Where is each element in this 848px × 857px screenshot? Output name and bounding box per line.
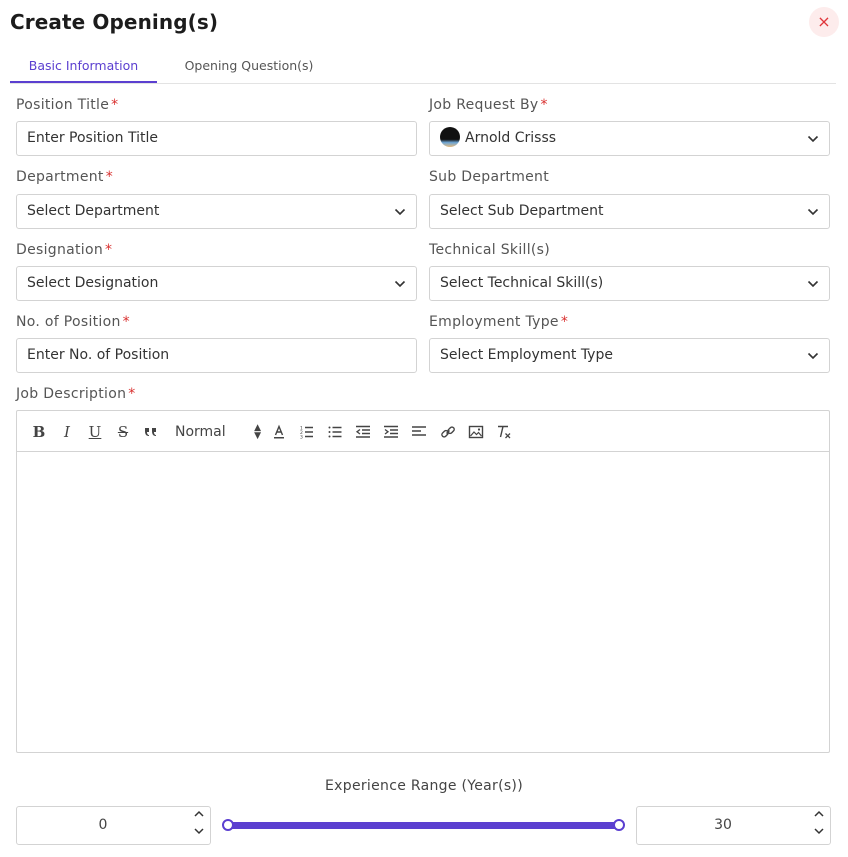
no-of-position-label: No. of Position * — [16, 314, 130, 330]
align-button[interactable] — [409, 422, 429, 442]
blockquote-button[interactable] — [141, 422, 161, 442]
chevron-up-icon[interactable] — [192, 809, 206, 825]
link-icon — [440, 424, 456, 440]
editor-toolbar — [17, 411, 829, 452]
position-title-input[interactable] — [16, 121, 417, 156]
experience-max-value: 30 — [714, 817, 732, 833]
bullet-list-icon — [327, 424, 343, 440]
avatar — [440, 127, 460, 147]
align-left-icon — [411, 424, 427, 440]
position-title-placeholder: Enter Position Title — [27, 130, 158, 146]
no-of-position-input[interactable] — [16, 338, 417, 373]
indent-button[interactable] — [381, 422, 401, 442]
ordered-list-button[interactable] — [297, 422, 317, 442]
chevron-down-icon — [807, 206, 819, 218]
italic-button[interactable]: I — [64, 423, 70, 441]
strike-button[interactable]: S — [117, 423, 129, 441]
svg-text:2: 2 — [300, 431, 303, 436]
experience-min-input[interactable] — [16, 806, 211, 845]
dialog-title: Create Opening(s) — [10, 10, 219, 34]
chevron-down-icon[interactable] — [192, 826, 206, 842]
clear-format-icon — [496, 424, 512, 440]
department-select[interactable] — [16, 194, 417, 229]
technical-skills-label: Technical Skill(s) — [429, 242, 551, 258]
required-marker: * — [111, 97, 119, 113]
department-placeholder: Select Department — [27, 203, 160, 219]
designation-placeholder: Select Designation — [27, 275, 159, 291]
job-request-by-value: Arnold Crisss — [465, 130, 557, 146]
sub-department-label: Sub Department — [429, 169, 550, 185]
required-marker: * — [105, 242, 113, 258]
department-label: Department * — [16, 169, 114, 185]
chevron-down-icon — [807, 133, 819, 145]
close-button[interactable] — [809, 7, 839, 37]
chevron-down-icon — [807, 278, 819, 290]
chevron-down-icon — [394, 206, 406, 218]
ordered-list-icon — [299, 424, 315, 440]
outdent-icon — [355, 424, 371, 440]
position-title-label: Position Title * — [16, 97, 119, 113]
slider-min-handle[interactable] — [222, 819, 234, 831]
job-description-label: Job Description * — [16, 386, 136, 402]
employment-type-placeholder: Select Employment Type — [440, 347, 613, 363]
experience-range-label: Experience Range (Year(s)) — [325, 778, 523, 794]
technical-skills-select[interactable] — [429, 266, 830, 301]
header-select-value: Normal — [175, 424, 226, 440]
font-color-button[interactable] — [269, 422, 289, 442]
font-color-icon — [271, 424, 287, 440]
employment-type-select[interactable] — [429, 338, 830, 373]
blockquote-icon — [143, 424, 159, 440]
header-select[interactable] — [175, 422, 263, 442]
job-request-by-select[interactable] — [429, 121, 830, 156]
close-icon: × — [817, 12, 831, 31]
designation-label: Designation * — [16, 242, 113, 258]
required-marker: * — [560, 314, 569, 330]
required-marker: * — [540, 97, 548, 113]
bold-button[interactable]: B — [32, 423, 46, 441]
designation-select[interactable] — [16, 266, 417, 301]
experience-range-slider[interactable] — [228, 822, 619, 829]
chevron-down-icon[interactable] — [812, 826, 826, 842]
required-marker: * — [128, 386, 136, 402]
chevron-up-icon[interactable] — [812, 809, 826, 825]
image-icon — [468, 424, 484, 440]
chevron-down-icon — [394, 278, 406, 290]
experience-min-value: 0 — [98, 817, 108, 833]
bullet-list-button[interactable] — [325, 422, 345, 442]
outdent-button[interactable] — [353, 422, 373, 442]
link-button[interactable] — [438, 422, 458, 442]
svg-text:3: 3 — [300, 435, 303, 440]
underline-button[interactable]: U — [88, 423, 102, 441]
no-of-position-placeholder: Enter No. of Position — [27, 347, 170, 363]
employment-type-label: Employment Type * — [429, 314, 569, 330]
sub-department-placeholder: Select Sub Department — [440, 203, 604, 219]
clear-format-button[interactable] — [494, 422, 514, 442]
required-marker: * — [122, 314, 130, 330]
tab-basic-information[interactable]: Basic Information — [10, 52, 157, 83]
sub-department-select[interactable] — [429, 194, 830, 229]
updown-arrows-icon: ▲ ▼ — [254, 423, 261, 441]
experience-max-input[interactable] — [636, 806, 831, 845]
job-description-textarea[interactable] — [17, 452, 829, 752]
required-marker: * — [105, 169, 114, 185]
indent-icon — [383, 424, 399, 440]
svg-text:1: 1 — [300, 426, 303, 432]
chevron-down-icon — [807, 350, 819, 362]
slider-max-handle[interactable] — [613, 819, 625, 831]
tab-bar — [10, 52, 836, 84]
job-request-by-label: Job Request By * — [429, 97, 548, 113]
job-description-editor — [16, 410, 830, 753]
tab-opening-questions[interactable]: Opening Question(s) — [184, 58, 314, 73]
image-button[interactable] — [466, 422, 486, 442]
technical-skills-placeholder: Select Technical Skill(s) — [440, 275, 604, 291]
